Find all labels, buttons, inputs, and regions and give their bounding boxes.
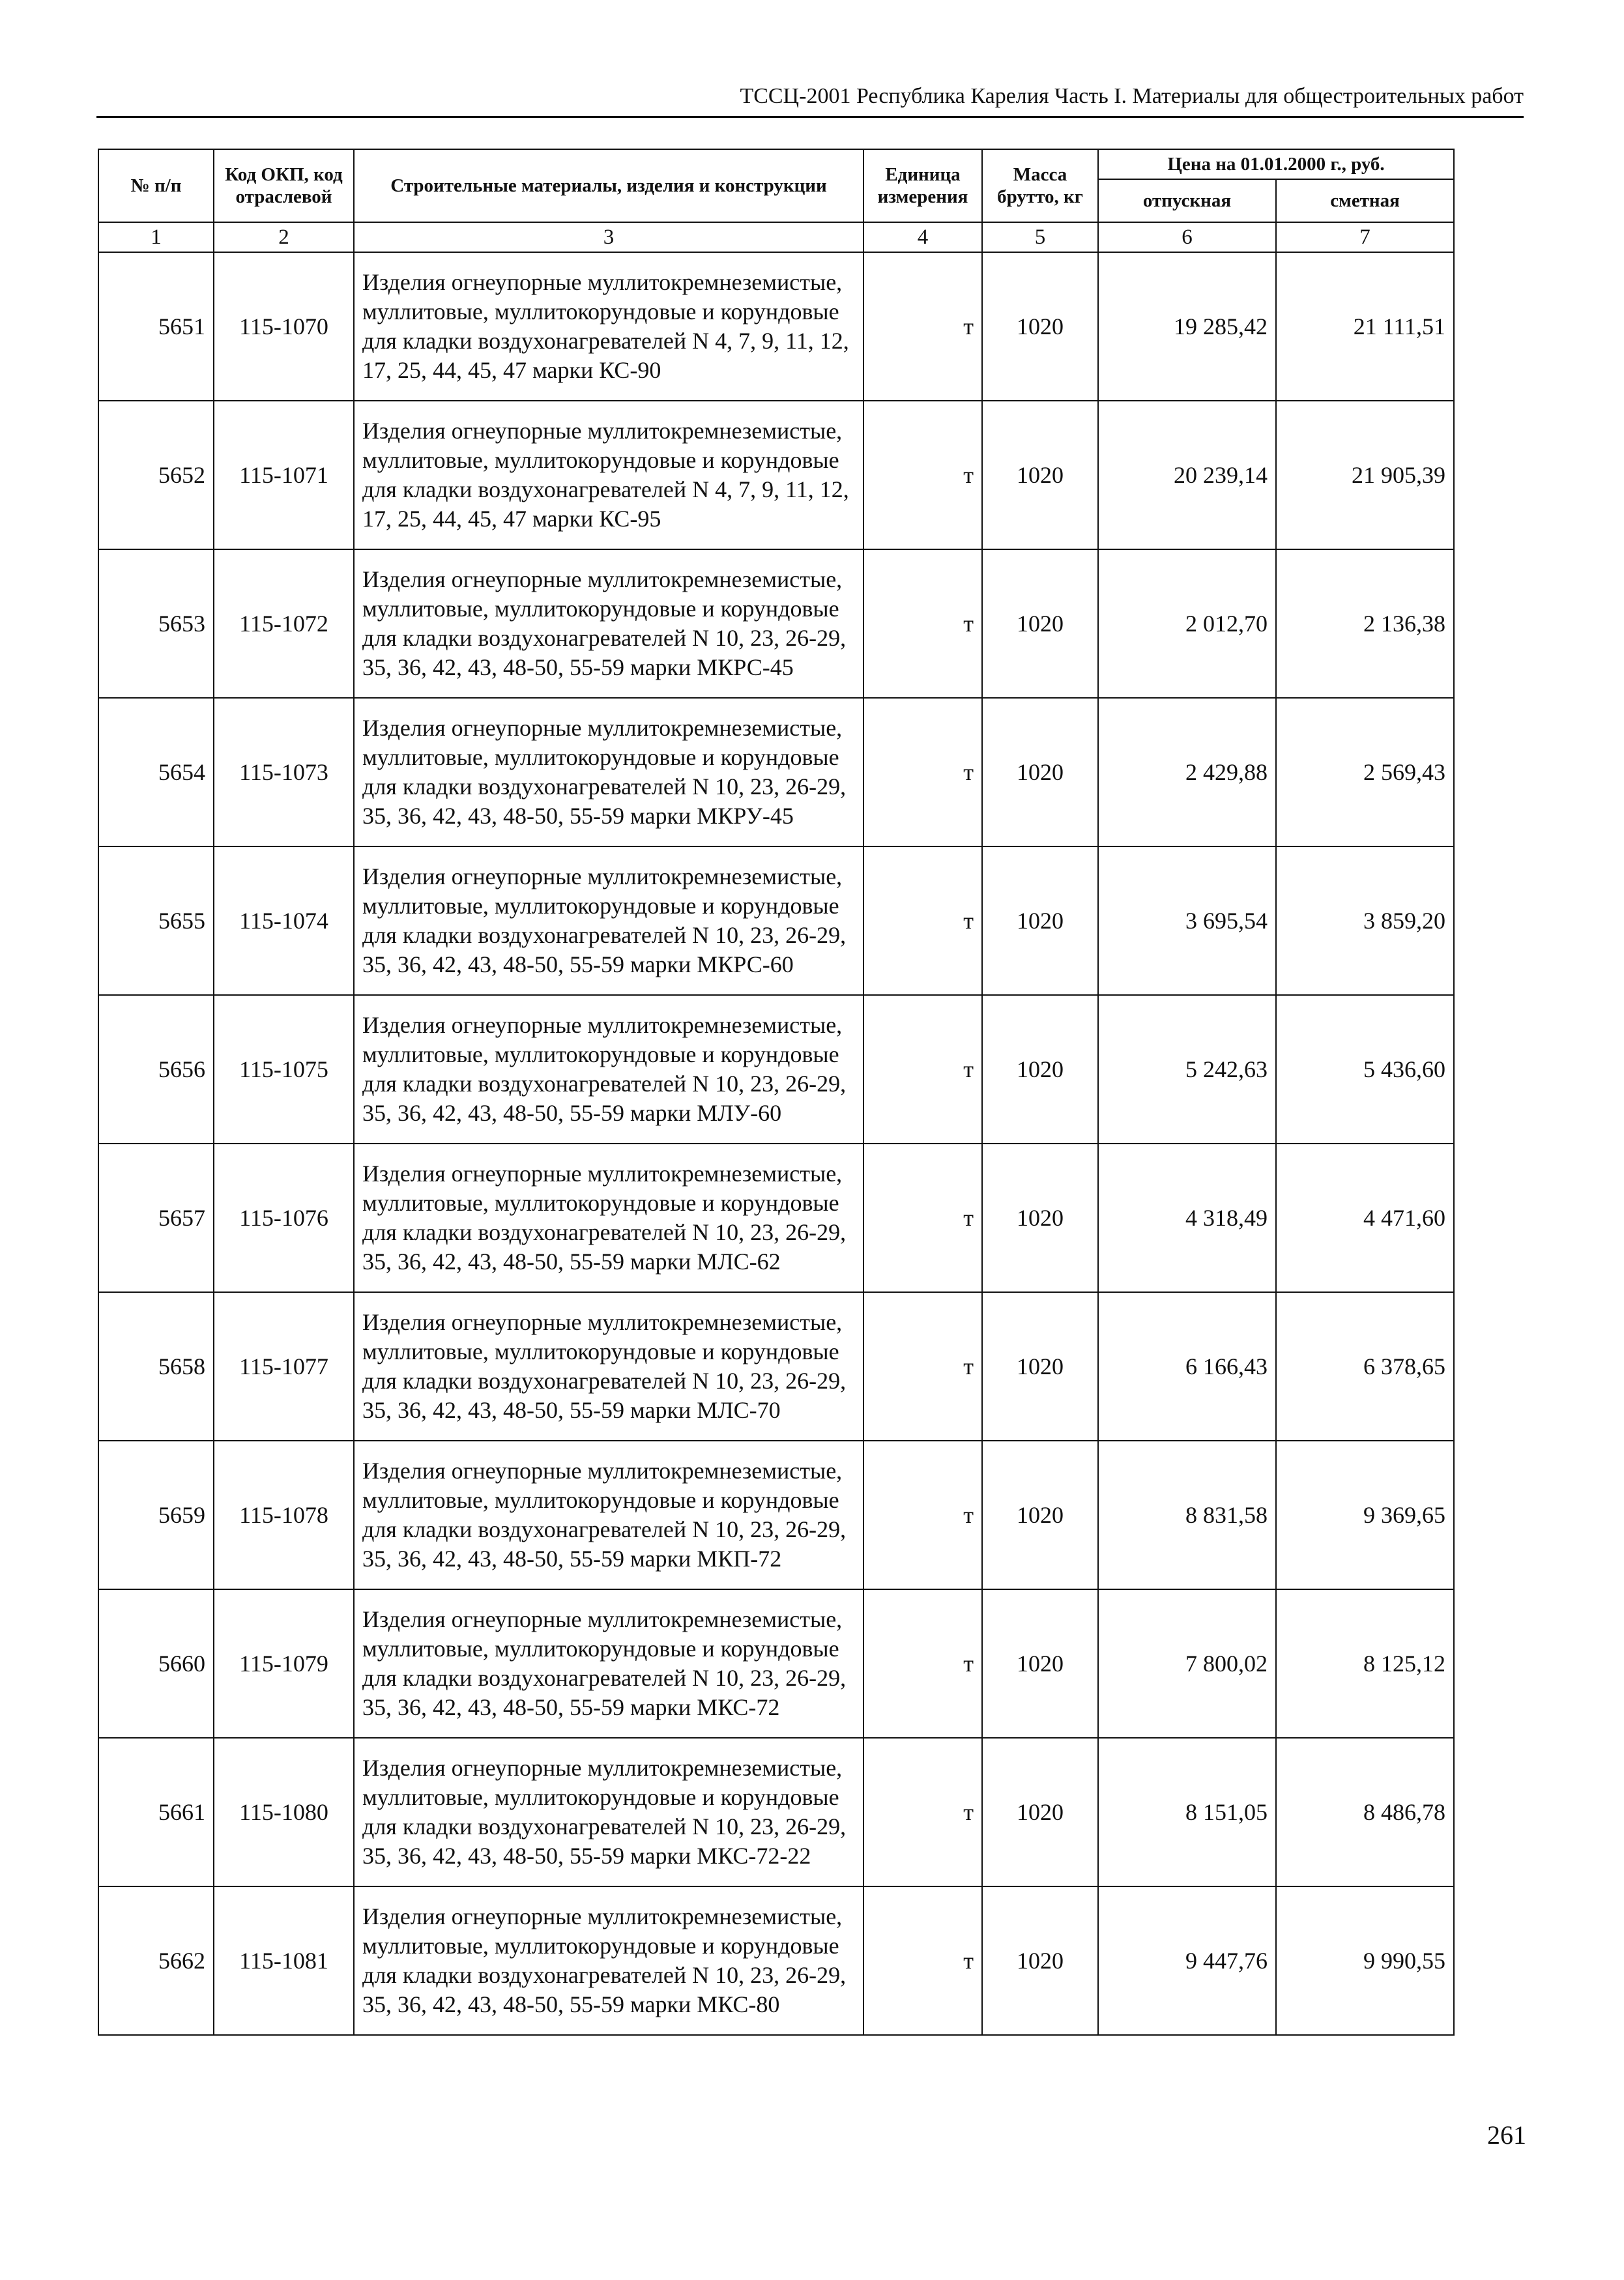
row-description: Изделия огнеупорные муллитокремнеземистые, муллитовые, муллитокорундовые и корундовые для кладки воздухонагревателей N 10, 23, 26-29, 35, 36, 42, 43, 48-50, 55-59 марки МКРС-60 bbox=[354, 846, 863, 995]
row-code: 115-1071 bbox=[214, 401, 354, 549]
row-price-estimate: 2 136,38 bbox=[1276, 549, 1454, 698]
row-number: 5661 bbox=[98, 1738, 214, 1886]
row-price-release: 19 285,42 bbox=[1098, 252, 1276, 401]
row-price-release: 7 800,02 bbox=[1098, 1589, 1276, 1738]
row-unit: т bbox=[863, 1441, 982, 1589]
header-code: Код ОКП, код отраслевой bbox=[214, 149, 354, 222]
row-unit: т bbox=[863, 698, 982, 846]
column-number: 4 bbox=[863, 222, 982, 252]
row-code: 115-1081 bbox=[214, 1886, 354, 2035]
row-mass: 1020 bbox=[982, 698, 1098, 846]
row-description: Изделия огнеупорные муллитокремнеземистые, муллитовые, муллитокорундовые и корундовые для кладки воздухонагревателей N 10, 23, 26-29, 35, 36, 42, 43, 48-50, 55-59 марки МКП-72 bbox=[354, 1441, 863, 1589]
row-number: 5659 bbox=[98, 1441, 214, 1589]
row-mass: 1020 bbox=[982, 846, 1098, 995]
row-price-estimate: 21 905,39 bbox=[1276, 401, 1454, 549]
row-code: 115-1076 bbox=[214, 1144, 354, 1292]
row-price-release: 2 429,88 bbox=[1098, 698, 1276, 846]
row-description: Изделия огнеупорные муллитокремнеземистые, муллитовые, муллитокорундовые и корундовые для кладки воздухонагревателей N 10, 23, 26-29, 35, 36, 42, 43, 48-50, 55-59 марки МЛУ-60 bbox=[354, 995, 863, 1144]
row-unit: т bbox=[863, 1589, 982, 1738]
row-mass: 1020 bbox=[982, 995, 1098, 1144]
column-number: 1 bbox=[98, 222, 214, 252]
table-row bbox=[98, 252, 1454, 401]
header-price-group: Цена на 01.01.2000 г., руб. bbox=[1098, 149, 1454, 179]
row-number: 5657 bbox=[98, 1144, 214, 1292]
row-mass: 1020 bbox=[982, 549, 1098, 698]
row-mass: 1020 bbox=[982, 1738, 1098, 1886]
row-unit: т bbox=[863, 1292, 982, 1441]
row-unit: т bbox=[863, 401, 982, 549]
row-unit: т bbox=[863, 252, 982, 401]
row-unit: т bbox=[863, 549, 982, 698]
header-name: Строительные материалы, изделия и конструкции bbox=[354, 149, 863, 222]
row-code: 115-1070 bbox=[214, 252, 354, 401]
row-price-release: 2 012,70 bbox=[1098, 549, 1276, 698]
row-price-estimate: 21 111,51 bbox=[1276, 252, 1454, 401]
row-code: 115-1077 bbox=[214, 1292, 354, 1441]
header-num: № п/п bbox=[98, 149, 214, 222]
row-unit: т bbox=[863, 995, 982, 1144]
row-description: Изделия огнеупорные муллитокремнеземистые, муллитовые, муллитокорундовые и корундовые для кладки воздухонагревателей N 10, 23, 26-29, 35, 36, 42, 43, 48-50, 55-59 марки МКС-72-22 bbox=[354, 1738, 863, 1886]
row-description: Изделия огнеупорные муллитокремнеземистые, муллитовые, муллитокорундовые и корундовые для кладки воздухонагревателей N 10, 23, 26-29, 35, 36, 42, 43, 48-50, 55-59 марки МЛС-70 bbox=[354, 1292, 863, 1441]
row-price-estimate: 8 125,12 bbox=[1276, 1589, 1454, 1738]
row-number: 5656 bbox=[98, 995, 214, 1144]
row-price-release: 5 242,63 bbox=[1098, 995, 1276, 1144]
price-table bbox=[98, 149, 1455, 2036]
row-description: Изделия огнеупорные муллитокремнеземистые, муллитовые, муллитокорундовые и корундовые для кладки воздухонагревателей N 4, 7, 9, 11, 12, 17, 25, 44, 45, 47 марки КС-90 bbox=[354, 252, 863, 401]
row-description: Изделия огнеупорные муллитокремнеземистые, муллитовые, муллитокорундовые и корундовые для кладки воздухонагревателей N 10, 23, 26-29, 35, 36, 42, 43, 48-50, 55-59 марки МКС-80 bbox=[354, 1886, 863, 2035]
column-number: 7 bbox=[1276, 222, 1454, 252]
row-code: 115-1073 bbox=[214, 698, 354, 846]
page-header: ТССЦ-2001 Республика Карелия Часть I. Материалы для общестроительных работ bbox=[740, 84, 1524, 108]
row-unit: т bbox=[863, 1738, 982, 1886]
row-unit: т bbox=[863, 1886, 982, 2035]
row-price-estimate: 3 859,20 bbox=[1276, 846, 1454, 995]
column-number: 3 bbox=[354, 222, 863, 252]
row-mass: 1020 bbox=[982, 1441, 1098, 1589]
row-price-release: 4 318,49 bbox=[1098, 1144, 1276, 1292]
table-body bbox=[98, 252, 1454, 2035]
row-code: 115-1078 bbox=[214, 1441, 354, 1589]
row-price-estimate: 9 369,65 bbox=[1276, 1441, 1454, 1589]
row-code: 115-1080 bbox=[214, 1738, 354, 1886]
row-mass: 1020 bbox=[982, 1886, 1098, 2035]
column-number: 5 bbox=[982, 222, 1098, 252]
row-number: 5651 bbox=[98, 252, 214, 401]
row-unit: т bbox=[863, 1144, 982, 1292]
row-price-release: 6 166,43 bbox=[1098, 1292, 1276, 1441]
table-row bbox=[98, 1292, 1454, 1441]
row-price-estimate: 5 436,60 bbox=[1276, 995, 1454, 1144]
table-row bbox=[98, 1738, 1454, 1886]
row-price-release: 3 695,54 bbox=[1098, 846, 1276, 995]
row-price-release: 9 447,76 bbox=[1098, 1886, 1276, 2035]
column-number-row bbox=[98, 222, 1454, 252]
row-code: 115-1079 bbox=[214, 1589, 354, 1738]
table-row bbox=[98, 846, 1454, 995]
row-price-release: 20 239,14 bbox=[1098, 401, 1276, 549]
header-unit: Единица измерения bbox=[863, 149, 982, 222]
page-number: 261 bbox=[1487, 2120, 1526, 2150]
row-code: 115-1074 bbox=[214, 846, 354, 995]
row-number: 5652 bbox=[98, 401, 214, 549]
table-row bbox=[98, 401, 1454, 549]
row-unit: т bbox=[863, 846, 982, 995]
row-mass: 1020 bbox=[982, 401, 1098, 549]
row-number: 5660 bbox=[98, 1589, 214, 1738]
row-price-release: 8 151,05 bbox=[1098, 1738, 1276, 1886]
header-rule bbox=[96, 116, 1524, 118]
row-description: Изделия огнеупорные муллитокремнеземистые, муллитовые, муллитокорундовые и корундовые для кладки воздухонагревателей N 10, 23, 26-29, 35, 36, 42, 43, 48-50, 55-59 марки МКРС-45 bbox=[354, 549, 863, 698]
row-number: 5655 bbox=[98, 846, 214, 995]
row-number: 5662 bbox=[98, 1886, 214, 2035]
table-row bbox=[98, 1441, 1454, 1589]
row-number: 5653 bbox=[98, 549, 214, 698]
row-price-estimate: 4 471,60 bbox=[1276, 1144, 1454, 1292]
row-description: Изделия огнеупорные муллитокремнеземистые, муллитовые, муллитокорундовые и корундовые для кладки воздухонагревателей N 10, 23, 26-29, 35, 36, 42, 43, 48-50, 55-59 марки МКС-72 bbox=[354, 1589, 863, 1738]
row-number: 5654 bbox=[98, 698, 214, 846]
row-price-estimate: 8 486,78 bbox=[1276, 1738, 1454, 1886]
row-mass: 1020 bbox=[982, 1589, 1098, 1738]
row-number: 5658 bbox=[98, 1292, 214, 1441]
row-mass: 1020 bbox=[982, 1292, 1098, 1441]
row-description: Изделия огнеупорные муллитокремнеземистые, муллитовые, муллитокорундовые и корундовые для кладки воздухонагревателей N 10, 23, 26-29, 35, 36, 42, 43, 48-50, 55-59 марки МЛС-62 bbox=[354, 1144, 863, 1292]
table-row bbox=[98, 1886, 1454, 2035]
header-price-release: отпускная bbox=[1098, 179, 1276, 222]
row-price-release: 8 831,58 bbox=[1098, 1441, 1276, 1589]
column-number: 6 bbox=[1098, 222, 1276, 252]
row-mass: 1020 bbox=[982, 252, 1098, 401]
row-code: 115-1075 bbox=[214, 995, 354, 1144]
row-description: Изделия огнеупорные муллитокремнеземистые, муллитовые, муллитокорундовые и корундовые для кладки воздухонагревателей N 10, 23, 26-29, 35, 36, 42, 43, 48-50, 55-59 марки МКРУ-45 bbox=[354, 698, 863, 846]
row-price-estimate: 2 569,43 bbox=[1276, 698, 1454, 846]
column-number: 2 bbox=[214, 222, 354, 252]
table-header-row bbox=[98, 149, 1454, 179]
header-mass: Масса брутто, кг bbox=[982, 149, 1098, 222]
table-row bbox=[98, 549, 1454, 698]
table-row bbox=[98, 1589, 1454, 1738]
table-row bbox=[98, 1144, 1454, 1292]
header-price-estimate: сметная bbox=[1276, 179, 1454, 222]
row-description: Изделия огнеупорные муллитокремнеземистые, муллитовые, муллитокорундовые и корундовые для кладки воздухонагревателей N 4, 7, 9, 11, 12, 17, 25, 44, 45, 47 марки КС-95 bbox=[354, 401, 863, 549]
row-price-estimate: 6 378,65 bbox=[1276, 1292, 1454, 1441]
row-mass: 1020 bbox=[982, 1144, 1098, 1292]
row-price-estimate: 9 990,55 bbox=[1276, 1886, 1454, 2035]
table-row bbox=[98, 698, 1454, 846]
table-row bbox=[98, 995, 1454, 1144]
row-code: 115-1072 bbox=[214, 549, 354, 698]
